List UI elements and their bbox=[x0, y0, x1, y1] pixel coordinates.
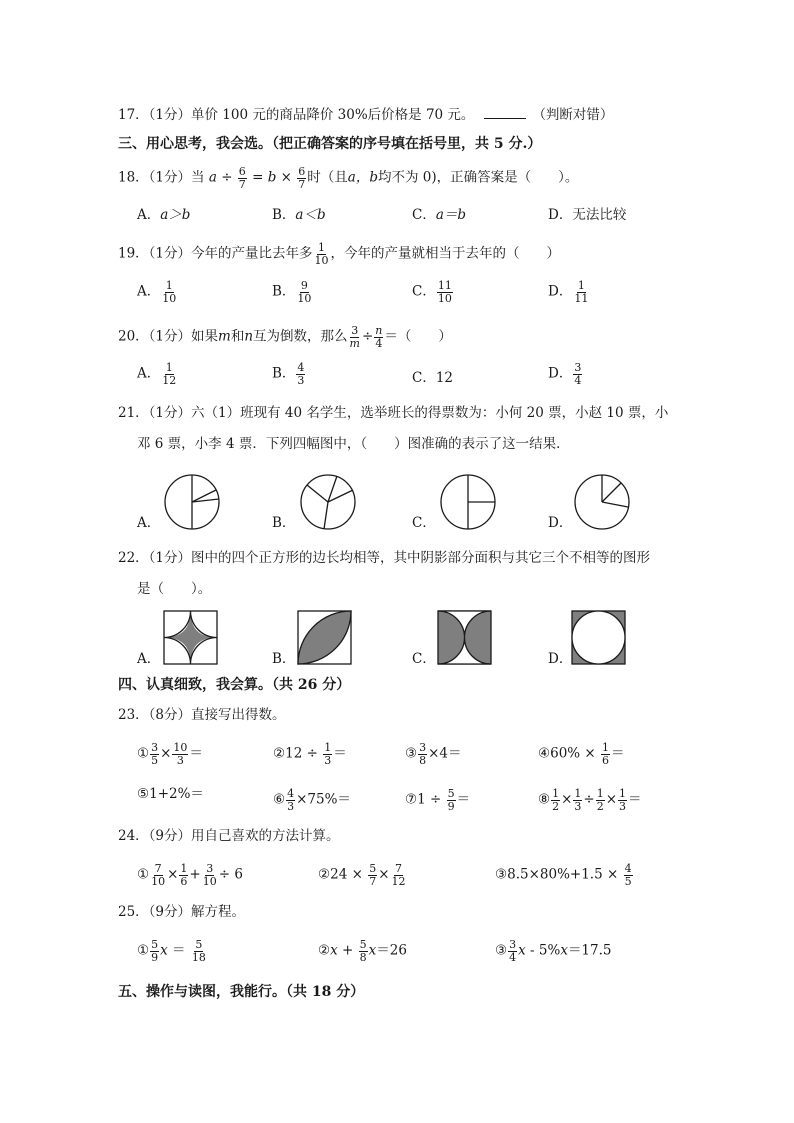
question-18 bbox=[118, 166, 578, 190]
square-figure-b bbox=[297, 610, 353, 666]
q23-title: 23．（8分）直接写出得数。 bbox=[118, 707, 286, 723]
q19-prefix: 19．（1分）今年的产量比去年多 bbox=[118, 245, 313, 262]
pie-chart-b bbox=[297, 471, 359, 533]
q22-line1: 22．（1分）图中的四个正方形的边长均相等，其中阴影部分面积与其它三个不相等的图形 bbox=[118, 550, 651, 566]
q20-mid: 互为倒数，那么 bbox=[253, 328, 348, 345]
square-figure-c bbox=[437, 610, 493, 666]
q24-title: 24．（9分）用自己喜欢的方法计算。 bbox=[118, 828, 340, 844]
square-figure-a bbox=[163, 610, 219, 666]
var-b: b bbox=[267, 169, 277, 186]
section-4-title: 四、认真细致，我会算。（共 26 分） bbox=[118, 677, 351, 693]
question-20 bbox=[118, 325, 452, 349]
q24-item-3: ③8.5×80%+1.5 × $\frac{4}{5}$ bbox=[495, 862, 632, 888]
option-b[interactable]: B．a＜b bbox=[272, 207, 326, 223]
option-d[interactable]: D． bbox=[548, 515, 573, 531]
equals-sign: = bbox=[252, 169, 264, 186]
q23-item-8: ⑧ $\frac{1}{2}$ × $\frac{1}{3}$ ÷ $\frac{1}{2}$ × $\frac{1}{3}$ ＝ bbox=[538, 787, 642, 813]
answer-blank[interactable] bbox=[484, 106, 526, 119]
option-b[interactable]: B． $\frac{9}{10}$ bbox=[272, 279, 312, 305]
option-a[interactable]: A． $\frac{1}{12}$ bbox=[137, 361, 177, 387]
q20-prefix: 20．（1分）如果 bbox=[118, 328, 219, 345]
option-c[interactable]: C．12 bbox=[412, 370, 454, 386]
q17-tail: （判断对错） bbox=[532, 107, 614, 123]
var-a: a bbox=[208, 169, 217, 186]
q23-item-6: ⑥ $\frac{4}{3}$ ×75%＝ bbox=[273, 787, 351, 813]
option-b[interactable]: B． $\frac{4}{3}$ bbox=[272, 361, 305, 387]
section-3-title: 三、用心思考，我会选。（把正确答案的序号填在括号里，共 5 分.） bbox=[118, 136, 542, 152]
q23-item-3: ③ $\frac{3}{8}$ ×4＝ bbox=[405, 741, 462, 767]
section-5-title: 五、操作与读图，我能行。（共 18 分） bbox=[118, 984, 365, 1000]
question-19 bbox=[118, 242, 560, 266]
option-c[interactable]: C． $\frac{11}{10}$ bbox=[412, 279, 452, 305]
div-sign: ÷ bbox=[361, 328, 374, 345]
option-b[interactable]: B． bbox=[272, 651, 296, 667]
option-a[interactable]: A． bbox=[137, 651, 161, 667]
q18-prefix: 18．（1分）当 bbox=[118, 169, 205, 186]
fraction: $\frac{6}{7}$ bbox=[298, 165, 306, 191]
q23-item-4: ④60% × $\frac{1}{6}$ ＝ bbox=[538, 741, 625, 767]
q21-line1: 21．（1分）六（1）班现有 40 名学生，选举班长的得票数为：小何 20 票，小赵 10 票，小 bbox=[118, 405, 669, 421]
vars-ab: a，b bbox=[347, 169, 378, 186]
q25-item-2: ②x + $\frac{5}{8}$ x＝26 bbox=[318, 938, 407, 964]
pie-chart-c bbox=[437, 471, 499, 533]
option-d[interactable]: D． $\frac{3}{4}$ bbox=[548, 361, 582, 387]
question-17 bbox=[118, 106, 613, 123]
option-d[interactable]: D． $\frac{1}{11}$ bbox=[548, 279, 589, 305]
q25-item-1: ① $\frac{5}{9}$ x ＝ $\frac{5}{18}$ bbox=[137, 938, 206, 964]
div-sign: ÷ bbox=[221, 169, 233, 186]
option-c[interactable]: C． bbox=[412, 515, 436, 531]
option-c[interactable]: C． bbox=[412, 651, 436, 667]
q17-text: 17．（1分）单价 100 元的商品降价 30%后价格是 70 元。 bbox=[118, 107, 475, 123]
q24-item-2: ②24 × $\frac{5}{7}$ × $\frac{7}{12}$ bbox=[318, 862, 406, 888]
q19-suffix: ，今年的产量就相当于去年的（ ） bbox=[330, 245, 561, 262]
q23-item-5: ⑤1+2%＝ bbox=[137, 786, 204, 802]
option-a[interactable]: A．a＞b bbox=[137, 207, 191, 223]
times-sign: × bbox=[280, 169, 292, 186]
q25-title: 25．（9分）解方程。 bbox=[118, 904, 246, 920]
option-b[interactable]: B． bbox=[272, 515, 296, 531]
var-n: n bbox=[244, 328, 254, 345]
fraction: $\frac{n}{4}$ bbox=[375, 324, 383, 350]
q23-item-7: ⑦1 ÷ $\frac{5}{9}$ ＝ bbox=[405, 787, 471, 813]
fraction: $\frac{1}{10}$ bbox=[314, 241, 329, 267]
q24-item-1: ① $\frac{7}{10}$ × $\frac{1}{6}$ + $\frac{3}{10}$ ÷ 6 bbox=[137, 862, 243, 888]
square-figure-d bbox=[571, 610, 627, 666]
q21-line2: 邓 6 票，小李 4 票．下列四幅图中，（ ）图准确的表示了这一结果． bbox=[137, 436, 570, 452]
q25-item-3: ③ $\frac{3}{4}$ x - 5%x＝17.5 bbox=[495, 938, 612, 964]
fraction: $\frac{3}{m}$ bbox=[349, 324, 360, 350]
fraction: $\frac{6}{7}$ bbox=[238, 165, 246, 191]
q18-suffix2: 均不为 0)，正确答案是（ ）。 bbox=[377, 169, 579, 186]
option-a[interactable]: A． $\frac{1}{10}$ bbox=[137, 279, 177, 305]
pie-chart-d bbox=[571, 471, 633, 533]
q20-and: 和 bbox=[230, 328, 245, 345]
q20-suffix: ＝（ ） bbox=[384, 328, 452, 345]
q23-item-1: ① $\frac{3}{5}$ × $\frac{10}{3}$ ＝ bbox=[137, 741, 203, 767]
option-d[interactable]: D．无法比较 bbox=[548, 207, 627, 223]
q23-item-2: ②12 ÷ $\frac{1}{3}$ ＝ bbox=[273, 741, 347, 767]
pie-chart-a bbox=[161, 471, 223, 533]
q18-suffix1: 时（且 bbox=[307, 169, 348, 186]
option-d[interactable]: D． bbox=[548, 651, 573, 667]
q22-line2: 是（ ）。 bbox=[137, 581, 212, 597]
var-m: m bbox=[218, 328, 231, 345]
option-c[interactable]: C．a＝b bbox=[412, 207, 467, 223]
option-a[interactable]: A． bbox=[137, 515, 161, 531]
